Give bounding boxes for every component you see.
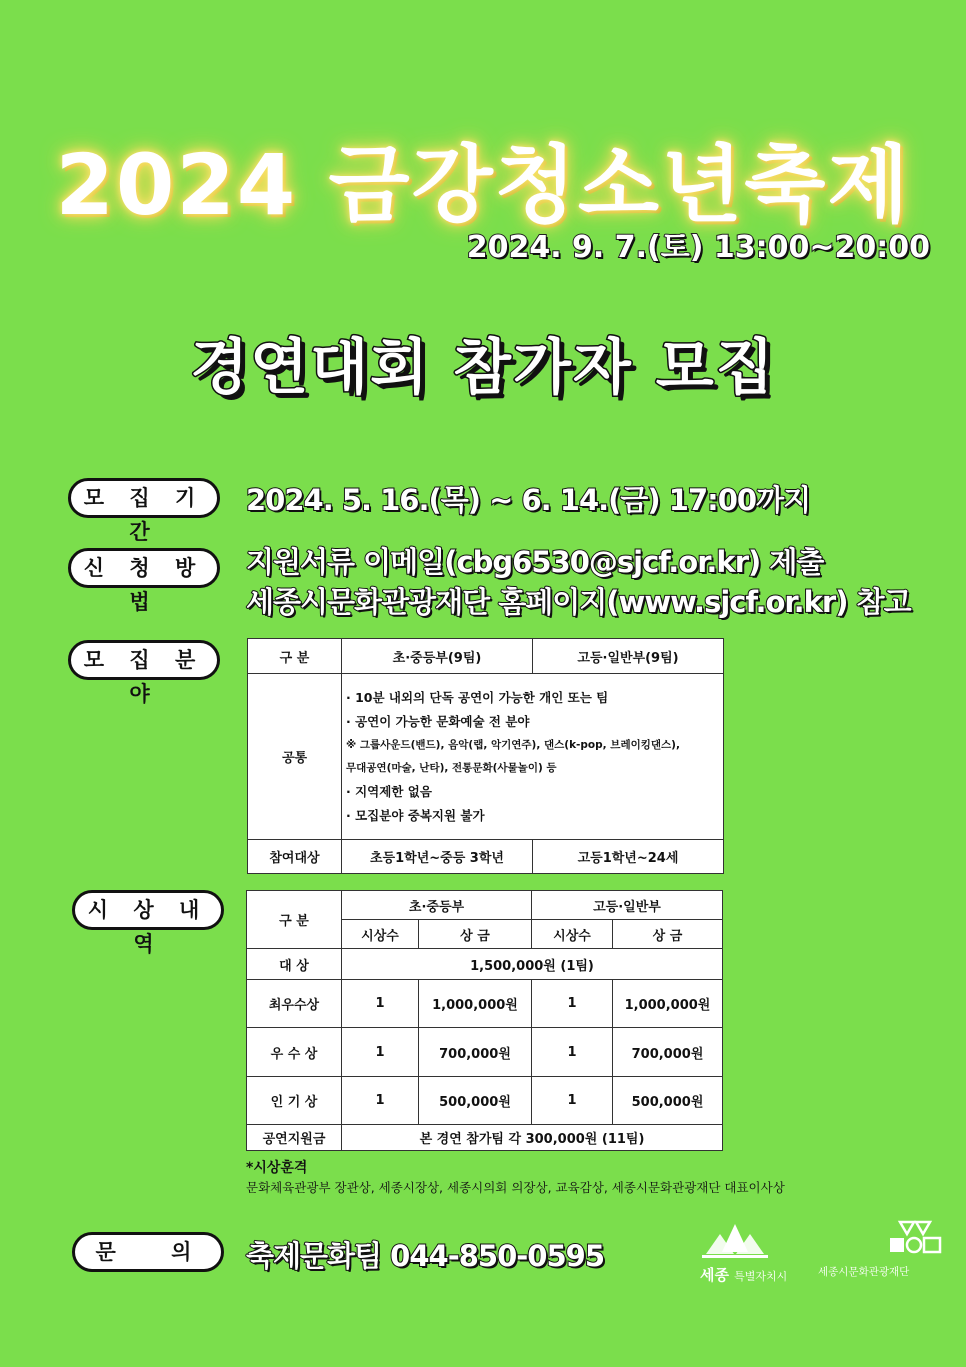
method-label: 신 청 방 법 <box>68 548 220 588</box>
festival-date: 2024. 9. 7.(토) 13:00~20:00 <box>466 230 930 265</box>
field-target-label: 참여대상 <box>248 840 342 874</box>
foundation-logo-text: 세종시문화관광재단 <box>818 1266 910 1278</box>
sejong-logo-main: 세종 <box>700 1266 729 1284</box>
award-row-label: 최우수상 <box>247 980 342 1028</box>
award-header-prize: 상 금 <box>613 920 723 949</box>
method-line1: 지원서류 이메일(cbg6530@sjcf.or.kr) 제출 <box>246 545 824 579</box>
field-header-category: 구 분 <box>248 639 342 674</box>
award-row-label: 우 수 상 <box>247 1028 342 1077</box>
award-row-count: 1 <box>532 1028 613 1077</box>
award-row-prize: 700,000원 <box>613 1028 723 1077</box>
method-line2: 세종시문화관광재단 홈페이지(www.sjcf.or.kr) 참고 <box>246 585 911 619</box>
award-header-elem: 초·중등부 <box>342 891 532 920</box>
award-row-prize: 700,000원 <box>419 1028 532 1077</box>
field-common-note: 무대공연(마술, 난타), 전통문화(사물놀이) 등 <box>346 761 557 774</box>
field-header-elem: 초·중등부(9팀) <box>342 639 533 674</box>
field-header-high: 고등·일반부(9팀) <box>533 639 724 674</box>
table-row <box>247 1077 723 1125</box>
award-note-body: 문화체육관광부 장관상, 세종시장상, 세종시의회 의장상, 교육감상, 세종시문화관광재단 대표이사상 <box>246 1180 785 1195</box>
award-grand-value: 1,500,000원 (1팀) <box>342 949 723 980</box>
award-row-prize: 1,000,000원 <box>613 980 723 1028</box>
sejong-logo-sub: 특별자치시 <box>734 1270 788 1283</box>
foundation-logo <box>818 1218 946 1279</box>
award-row-label: 인 기 상 <box>247 1077 342 1125</box>
award-header-prize: 상 금 <box>419 920 532 949</box>
sejong-city-logo <box>700 1222 787 1285</box>
field-common-item: · 공연이 가능한 문화예술 전 분야 <box>346 713 530 729</box>
field-common-label: 공통 <box>248 674 342 840</box>
award-support-value: 본 경연 참가팀 각 300,000원 (11팀) <box>342 1125 723 1151</box>
award-row-count: 1 <box>342 980 419 1028</box>
field-common-item: · 모집분야 중복지원 불가 <box>346 807 485 823</box>
contact-text: 축제문화팀 044-850-0595 <box>246 1239 605 1273</box>
foundation-emblem-icon <box>818 1218 946 1260</box>
period-text: 2024. 5. 16.(목) ~ 6. 14.(금) 17:00까지 <box>246 483 811 517</box>
award-header-high: 고등·일반부 <box>532 891 723 920</box>
award-table <box>246 890 723 1151</box>
festival-title: 2024 금강청소년축제 <box>55 136 911 234</box>
award-header-count: 시상수 <box>342 920 419 949</box>
award-row-prize: 500,000원 <box>613 1077 723 1125</box>
award-note-title: *시상훈격 <box>246 1160 308 1176</box>
award-grand-label: 대 상 <box>247 949 342 980</box>
field-common-list <box>342 674 724 840</box>
field-common-item: · 10분 내외의 단독 공연이 가능한 개인 또는 팀 <box>346 689 609 705</box>
award-row-prize: 500,000원 <box>419 1077 532 1125</box>
award-header-count: 시상수 <box>532 920 613 949</box>
award-row-prize: 1,000,000원 <box>419 980 532 1028</box>
award-support-label: 공연지원금 <box>247 1125 342 1151</box>
sejong-emblem-icon <box>700 1222 770 1262</box>
table-row <box>247 980 723 1028</box>
field-target-high: 고등1학년~24세 <box>533 840 724 874</box>
field-label: 모 집 분 야 <box>68 640 220 680</box>
award-row-count: 1 <box>342 1077 419 1125</box>
field-target-elem: 초등1학년~중등 3학년 <box>342 840 533 874</box>
table-row <box>247 1028 723 1077</box>
recruitment-title: 경연대회 참가자 모집 <box>190 333 776 403</box>
award-label: 시 상 내 역 <box>72 890 224 930</box>
period-label: 모 집 기 간 <box>68 478 220 518</box>
award-row-count: 1 <box>532 1077 613 1125</box>
field-common-item: · 지역제한 없음 <box>346 783 432 799</box>
contact-label: 문 의 <box>72 1232 224 1272</box>
award-header-category: 구 분 <box>247 891 342 949</box>
field-common-note: ※ 그룹사운드(밴드), 음악(랩, 악기연주), 댄스(k-pop, 브레이킹댄스), <box>346 738 680 751</box>
award-row-count: 1 <box>532 980 613 1028</box>
award-row-count: 1 <box>342 1028 419 1077</box>
field-table <box>247 638 724 874</box>
